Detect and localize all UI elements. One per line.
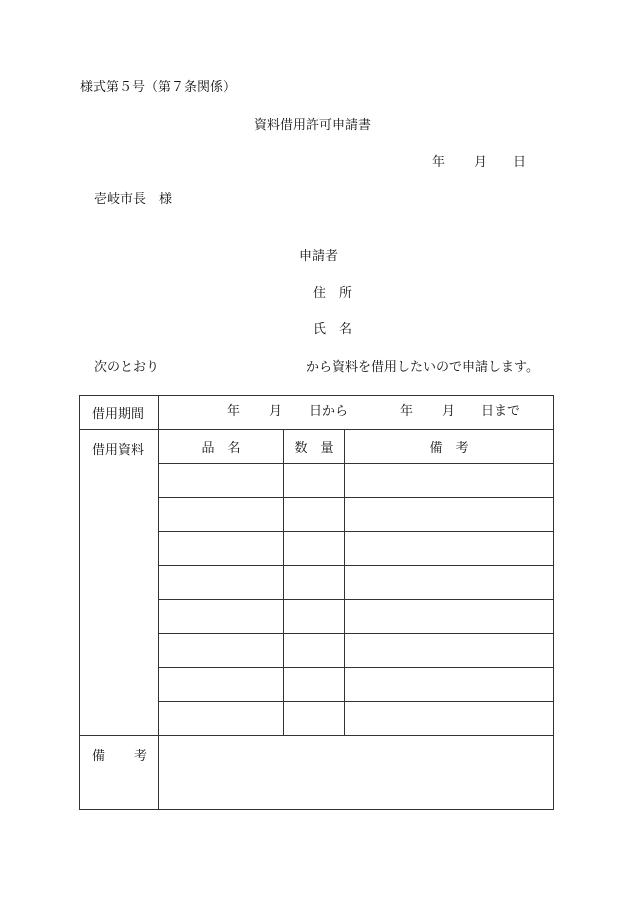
- period-to-day: 日まで: [481, 404, 521, 419]
- document-title: 資料借用許可申請書: [254, 118, 372, 133]
- quantity-cell[interactable]: [284, 566, 345, 600]
- notes-cell[interactable]: [345, 464, 554, 498]
- remarks-row: [80, 736, 554, 810]
- remarks-label-first: 備: [92, 749, 106, 764]
- request-sentence-suffix: から資料を借用したいので申請します。: [306, 360, 539, 375]
- item-name-cell[interactable]: [159, 702, 284, 736]
- remarks-label-second: 考: [134, 749, 148, 764]
- item-name-cell[interactable]: [159, 566, 284, 600]
- loan-form-table: [79, 395, 554, 810]
- notes-header: 備 考: [345, 430, 554, 464]
- request-sentence-prefix: 次のとおり: [94, 360, 160, 375]
- addressee: 壱岐市長 様: [94, 192, 173, 207]
- quantity-cell[interactable]: [284, 702, 345, 736]
- notes-cell[interactable]: [345, 498, 554, 532]
- period-to-month: 月: [442, 404, 456, 419]
- period-from-day: 日から: [309, 404, 349, 419]
- period-row: [80, 396, 554, 430]
- quantity-cell[interactable]: [284, 668, 345, 702]
- applicant-name-label: 氏 名: [313, 322, 353, 337]
- item-name-cell[interactable]: [159, 532, 284, 566]
- applicant-heading: 申請者: [299, 249, 339, 264]
- date-year-label: 年: [432, 155, 446, 170]
- notes-cell[interactable]: [345, 600, 554, 634]
- period-from-year: 年: [227, 404, 241, 419]
- item-name-header: 品 名: [159, 430, 284, 464]
- item-name-cell[interactable]: [159, 600, 284, 634]
- remarks-label: [80, 736, 159, 810]
- quantity-header: 数 量: [284, 430, 345, 464]
- period-from-month: 月: [269, 404, 283, 419]
- notes-cell[interactable]: [345, 532, 554, 566]
- item-name-cell[interactable]: [159, 464, 284, 498]
- notes-cell[interactable]: [345, 668, 554, 702]
- date-month-label: 月: [474, 155, 488, 170]
- form-number: 様式第５号（第７条関係）: [80, 80, 237, 95]
- remarks-field[interactable]: [159, 736, 554, 810]
- quantity-cell[interactable]: [284, 498, 345, 532]
- quantity-cell[interactable]: [284, 600, 345, 634]
- period-field[interactable]: [159, 396, 554, 430]
- item-name-cell[interactable]: [159, 668, 284, 702]
- item-name-cell[interactable]: [159, 634, 284, 668]
- materials-header-row: [80, 430, 554, 464]
- quantity-cell[interactable]: [284, 532, 345, 566]
- notes-cell[interactable]: [345, 566, 554, 600]
- notes-cell[interactable]: [345, 634, 554, 668]
- period-label: 借用期間: [80, 396, 159, 430]
- period-to-year: 年: [400, 404, 414, 419]
- quantity-cell[interactable]: [284, 634, 345, 668]
- notes-cell[interactable]: [345, 702, 554, 736]
- item-name-cell[interactable]: [159, 498, 284, 532]
- date-day-label: 日: [513, 155, 527, 170]
- applicant-address-label: 住 所: [313, 286, 353, 301]
- materials-label: 借用資料: [80, 430, 159, 736]
- quantity-cell[interactable]: [284, 464, 345, 498]
